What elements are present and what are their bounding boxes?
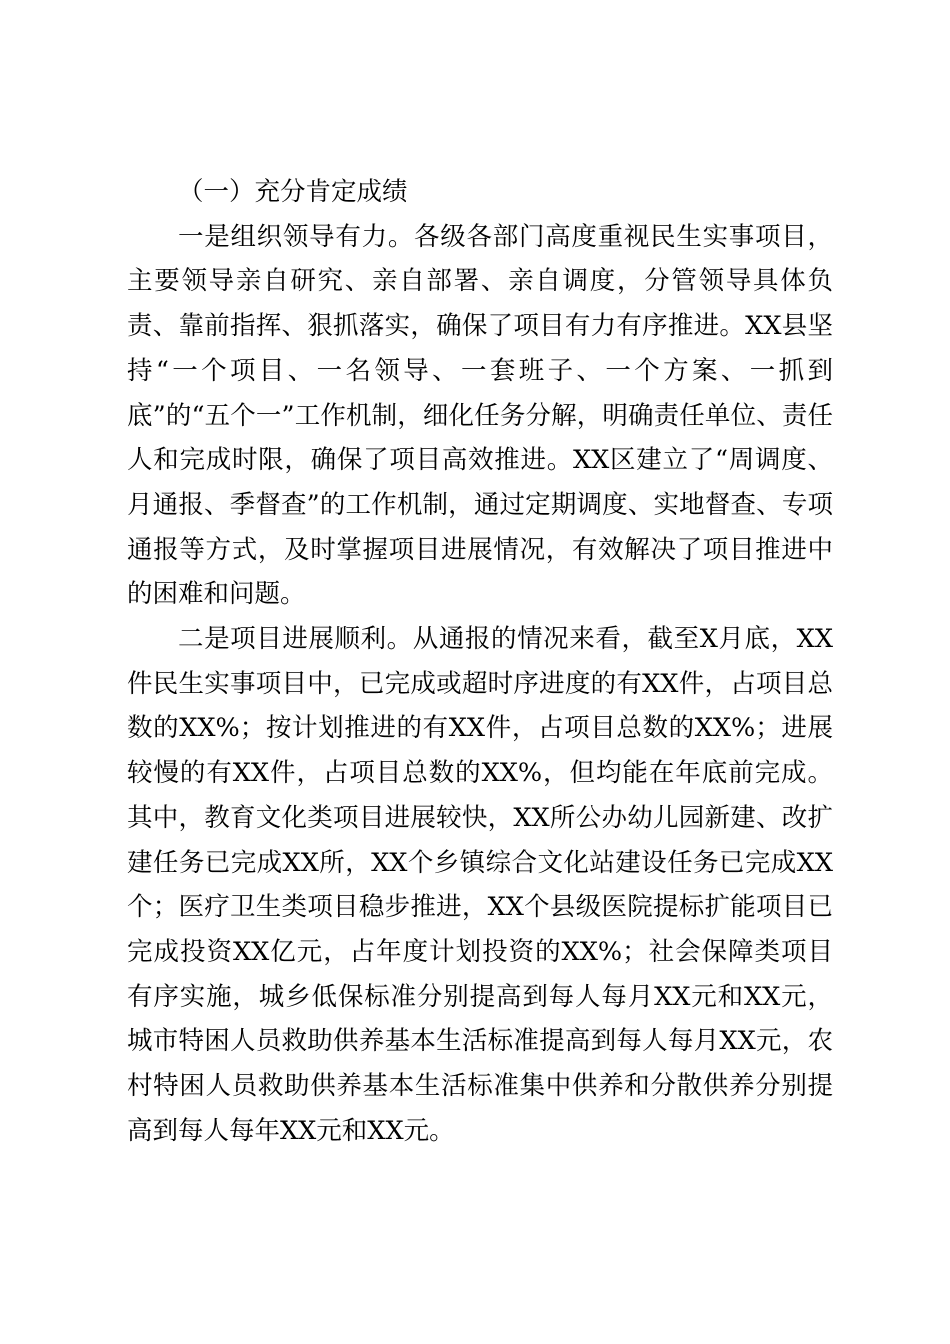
paragraph-organization-leadership: 一是组织领导有力。各级各部门高度重视民生实事项目，主要领导亲自研究、亲自部署、亲自调度，分管领导具体负责、靠前指挥、狠抓落实，确保了项目有力有序推进。XX县坚持“一个项目、一名领导、一套班子、一个方案、一抓到底”的“五个一”工作机制，细化任务分解，明确责任单位、责任人和完成时限，确保了项目高效推进。XX区建立了“周调度、月通报、季督查”的工作机制，通过定期调度、实地督查、专项通报等方式，及时掌握项目进展情况，有效解决了项目推进中的困难和问题。 xyxy=(127,221,833,610)
paragraph-project-progress: 二是项目进展顺利。从通报的情况来看，截至X月底，XX件民生实事项目中，已完成或超时序进度的有XX件，占项目总数的XX%；按计划推进的有XX件，占项目总数的XX%；进展较慢的有XX件，占项目总数的XX%，但均能在年底前完成。其中，教育文化类项目进展较快，XX所公办幼儿园新建、改扩建任务已完成XX所，XX个乡镇综合文化站建设任务已完成XX个；医疗卫生类项目稳步推进，XX个县级医院提标扩能项目已完成投资XX亿元，占年度计划投资的XX%；社会保障类项目有序实施，城乡低保标准分别提高到每人每月XX元和XX元，城市特困人员救助供养基本生活标准提高到每人每月XX元，农村特困人员救助供养基本生活标准集中供养和分散供养分别提高到每人每年XX元和XX元。 xyxy=(127,624,833,1146)
section-heading: （一）充分肯定成绩 xyxy=(178,177,408,207)
document-body xyxy=(127,170,833,1153)
